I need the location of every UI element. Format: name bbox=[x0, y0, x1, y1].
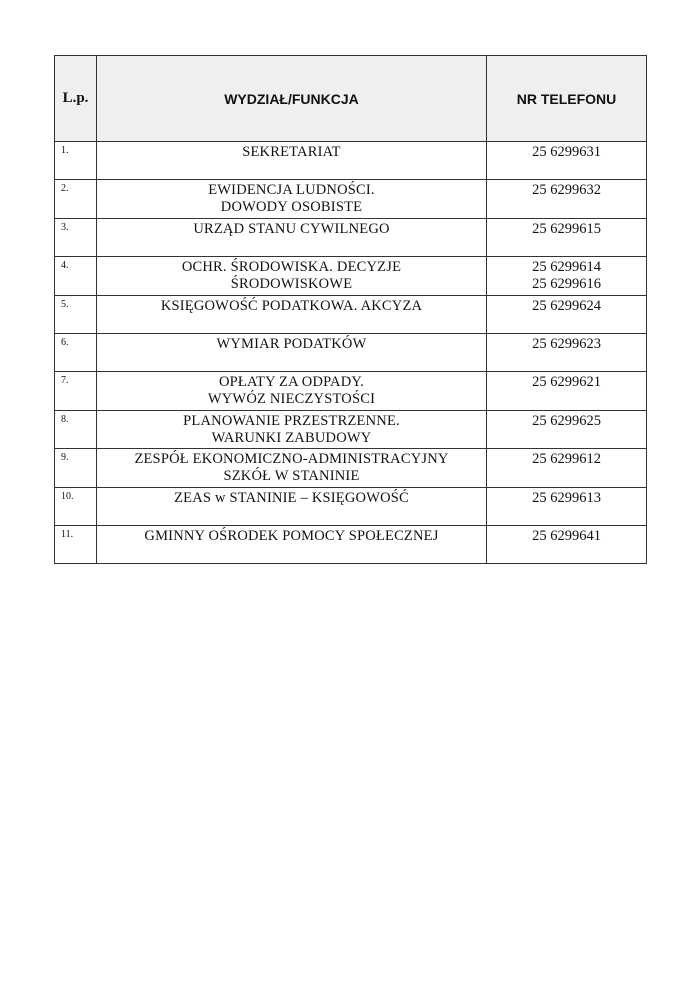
row-number: 5. bbox=[55, 295, 97, 333]
phone-number: 25 6299631 bbox=[532, 144, 601, 160]
phone-cell bbox=[487, 525, 647, 563]
phone-number: 25 6299612 bbox=[532, 451, 601, 468]
department-line: DOWODY OSOBISTE bbox=[220, 199, 363, 216]
department-cell bbox=[97, 487, 487, 525]
row-number: 7. bbox=[55, 372, 97, 410]
department-line: SZKÓŁ W STANINIE bbox=[223, 468, 360, 485]
row-number: 6. bbox=[55, 333, 97, 371]
phone-number: 25 6299621 bbox=[532, 374, 601, 391]
table-row bbox=[55, 487, 647, 525]
department-cell bbox=[97, 257, 487, 295]
header-department: WYDZIAŁ/FUNKCJA bbox=[97, 56, 487, 142]
department-cell bbox=[97, 333, 487, 371]
phone-directory-table bbox=[54, 55, 647, 564]
table-row bbox=[55, 333, 647, 371]
row-number: 4. bbox=[55, 257, 97, 295]
department-cell bbox=[97, 525, 487, 563]
phone-cell bbox=[487, 449, 647, 487]
table-row bbox=[55, 410, 647, 448]
header-phone: NR TELEFONU bbox=[487, 56, 647, 142]
phone-cell bbox=[487, 295, 647, 333]
table-row bbox=[55, 142, 647, 180]
phone-cell bbox=[487, 410, 647, 448]
department-line: WARUNKI ZABUDOWY bbox=[211, 429, 372, 446]
department-cell bbox=[97, 372, 487, 410]
department-line: OPŁATY ZA ODPADY. bbox=[218, 374, 365, 391]
phone-number: 25 6299624 bbox=[532, 297, 601, 314]
table-row bbox=[55, 295, 647, 333]
phone-cell bbox=[487, 180, 647, 218]
department-cell bbox=[97, 218, 487, 256]
phone-number: 25 6299614 bbox=[532, 259, 601, 276]
department-cell bbox=[97, 142, 487, 180]
department-line: WYWÓZ NIECZYSTOŚCI bbox=[207, 391, 376, 408]
department-cell bbox=[97, 410, 487, 448]
department-line: URZĄD STANU CYWILNEGO bbox=[193, 220, 390, 237]
department-line: PLANOWANIE PRZESTRZENNE. bbox=[183, 412, 400, 429]
department-line: ZEAS w STANINIE – KSIĘGOWOŚĆ bbox=[174, 489, 409, 506]
phone-cell bbox=[487, 218, 647, 256]
department-line: KSIĘGOWOŚĆ PODATKOWA. AKCYZA bbox=[160, 297, 423, 314]
row-number: 8. bbox=[55, 410, 97, 448]
phone-cell bbox=[487, 487, 647, 525]
table-row bbox=[55, 218, 647, 256]
phone-cell bbox=[487, 333, 647, 371]
row-number: 3. bbox=[55, 218, 97, 256]
department-line: SEKRETARIAT bbox=[242, 144, 341, 160]
row-number: 1. bbox=[55, 142, 97, 180]
row-number: 11. bbox=[55, 525, 97, 563]
phone-number: 25 6299613 bbox=[532, 489, 601, 506]
phone-cell bbox=[487, 142, 647, 180]
phone-number: 25 6299615 bbox=[532, 220, 601, 237]
phone-number: 25 6299625 bbox=[532, 412, 601, 429]
table-body bbox=[55, 142, 647, 564]
phone-number: 25 6299616 bbox=[532, 276, 601, 293]
table-row bbox=[55, 449, 647, 487]
department-cell bbox=[97, 180, 487, 218]
header-row bbox=[55, 56, 647, 142]
row-number: 10. bbox=[55, 487, 97, 525]
row-number: 9. bbox=[55, 449, 97, 487]
phone-cell bbox=[487, 372, 647, 410]
department-line: ZESPÓŁ EKONOMICZNO-ADMINISTRACYJNY bbox=[134, 451, 449, 468]
department-line: GMINNY OŚRODEK POMOCY SPOŁECZNEJ bbox=[144, 527, 439, 544]
department-line: EWIDENCJA LUDNOŚCI. bbox=[208, 182, 375, 199]
header-lp: L.p. bbox=[55, 56, 97, 142]
table-row bbox=[55, 257, 647, 295]
phone-number: 25 6299632 bbox=[532, 182, 601, 199]
table-row bbox=[55, 525, 647, 563]
phone-cell bbox=[487, 257, 647, 295]
department-cell bbox=[97, 449, 487, 487]
department-line: ŚRODOWISKOWE bbox=[230, 276, 353, 293]
phone-number: 25 6299641 bbox=[532, 527, 601, 544]
table-row bbox=[55, 372, 647, 410]
table-row bbox=[55, 180, 647, 218]
department-line: OCHR. ŚRODOWISKA. DECYZJE bbox=[181, 259, 402, 276]
phone-number: 25 6299623 bbox=[532, 335, 601, 352]
department-cell bbox=[97, 295, 487, 333]
row-number: 2. bbox=[55, 180, 97, 218]
table-header bbox=[55, 56, 647, 142]
department-line: WYMIAR PODATKÓW bbox=[216, 335, 367, 352]
